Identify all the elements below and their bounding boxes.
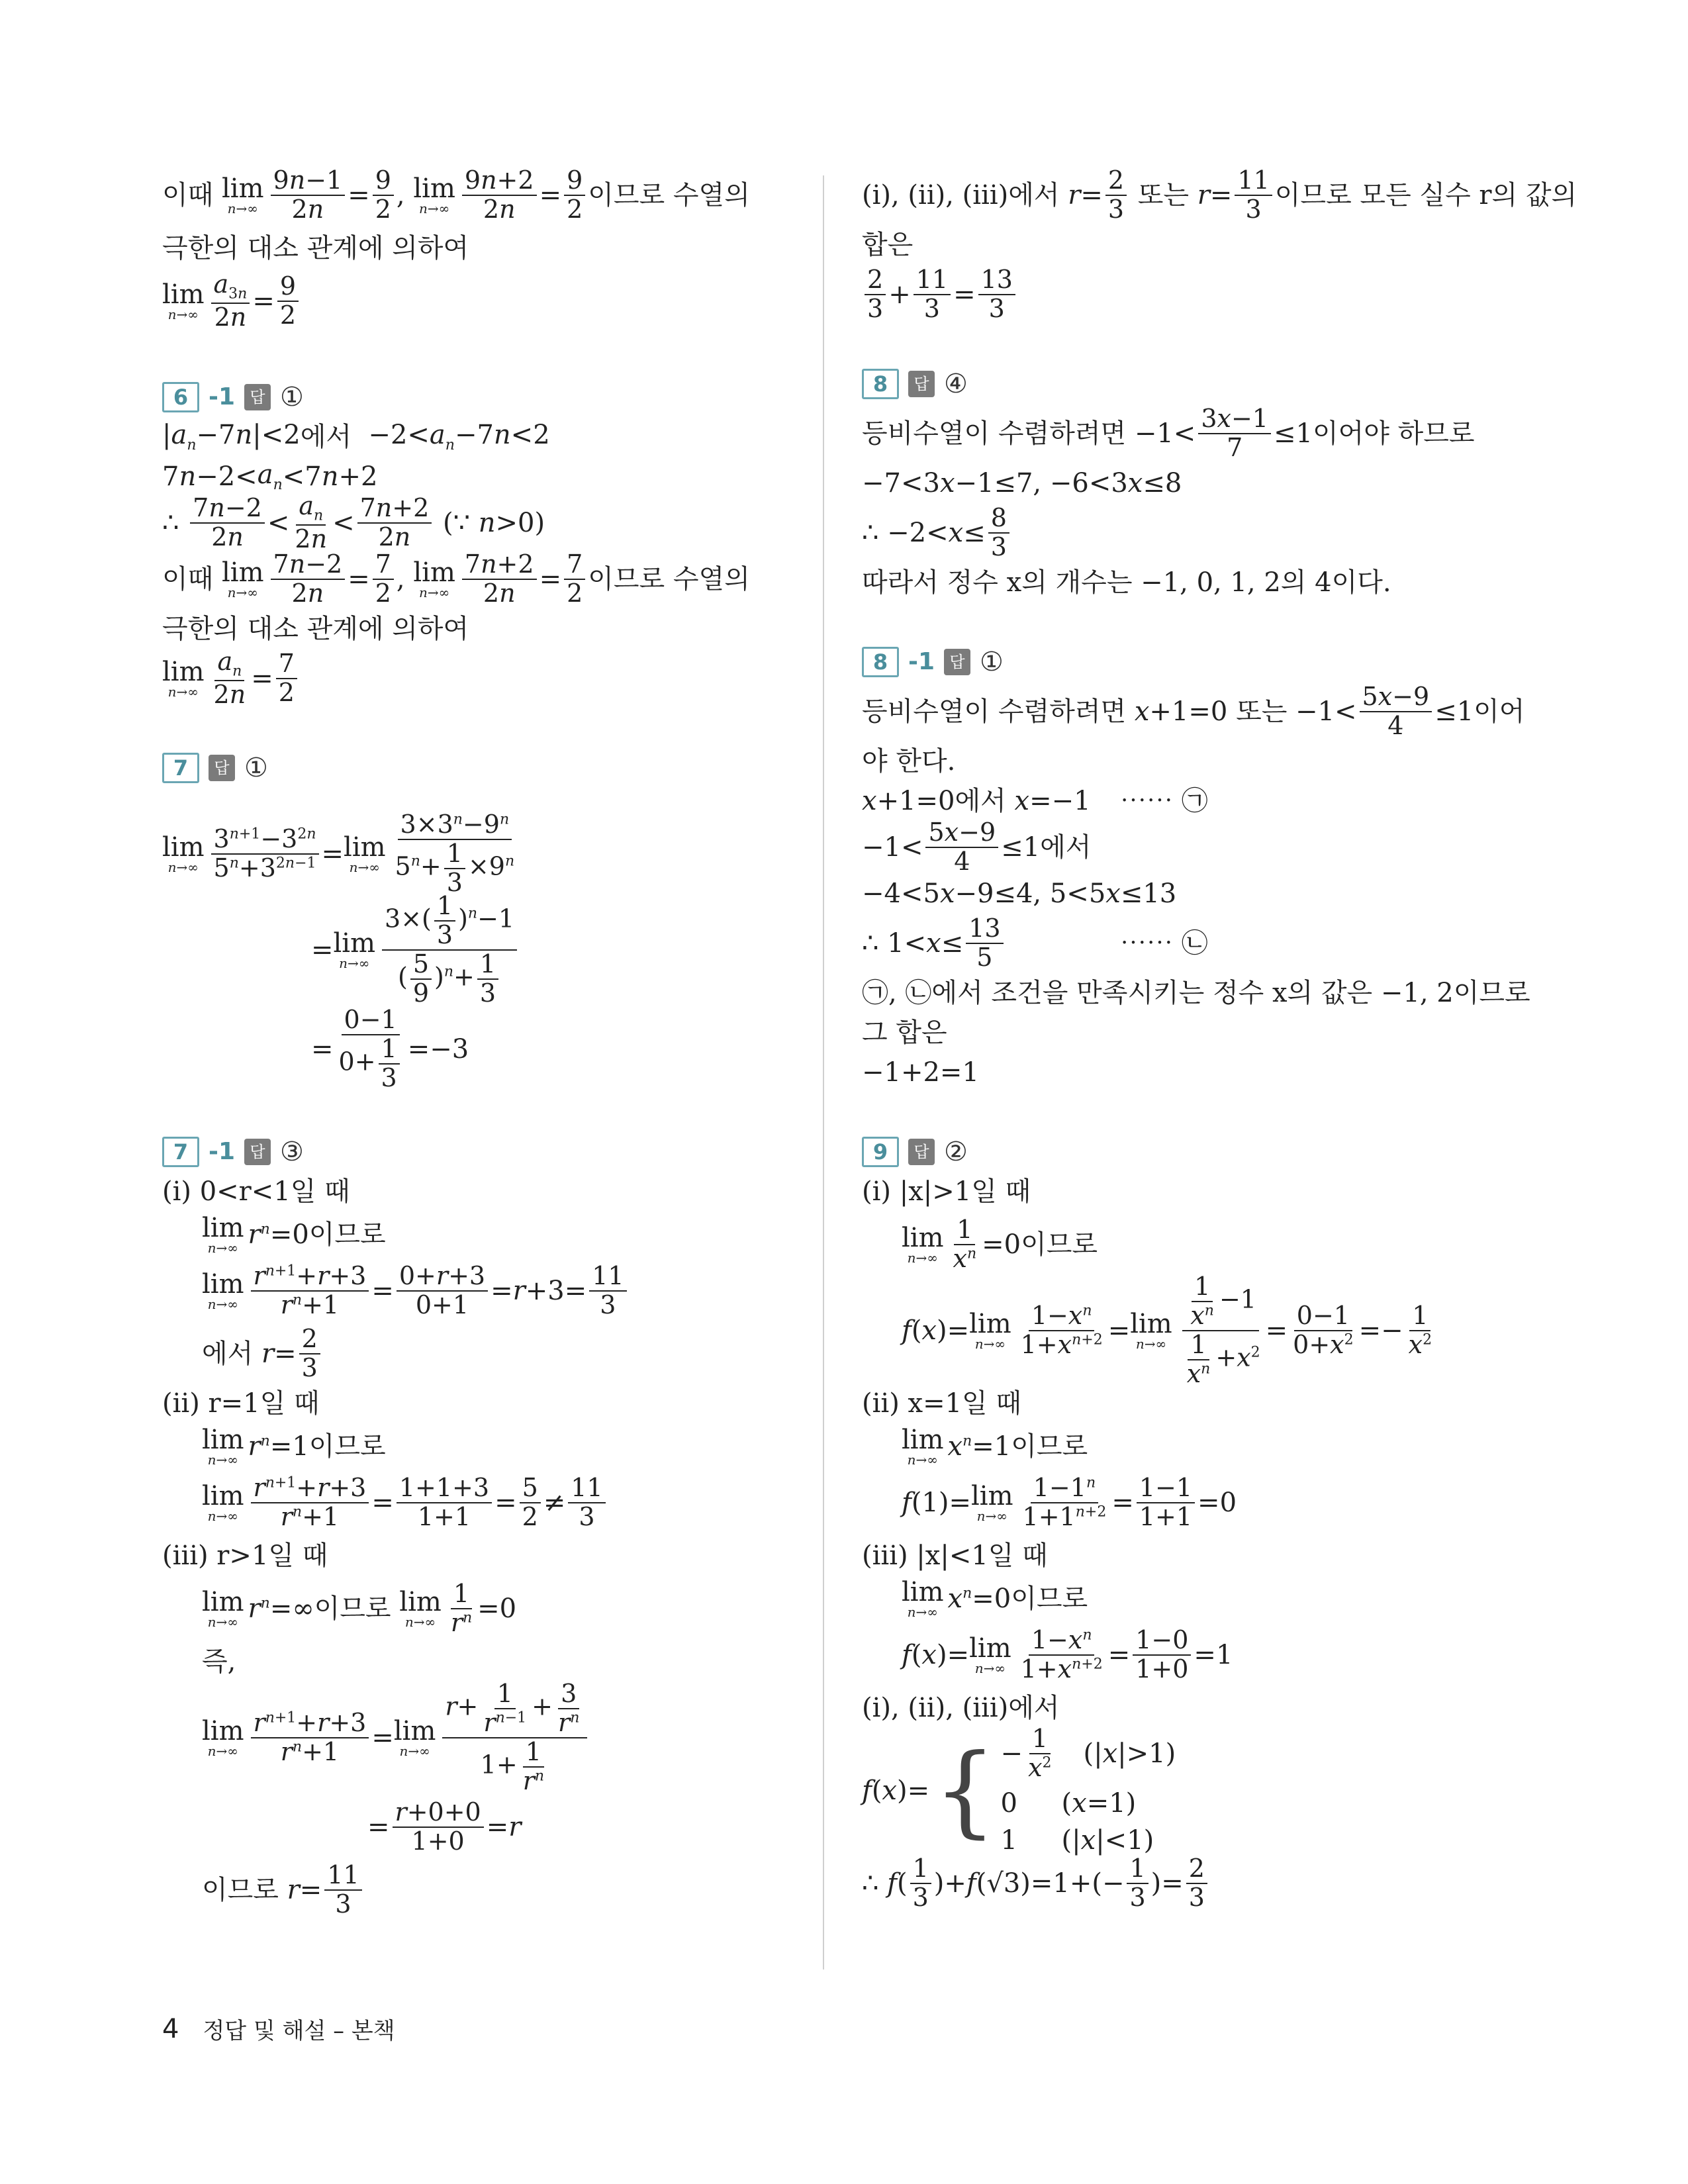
problem-subnumber: -1 xyxy=(209,383,235,411)
text: 등비수열이 수렴하려면 xyxy=(862,696,1127,727)
answer-choice: ① xyxy=(280,382,304,412)
p71-c3-line4: = $\frac{r+0+0}{1+0}$ = r xyxy=(367,1797,522,1856)
text: 등비수열이 수렴하려면 xyxy=(862,418,1127,449)
p9-c1-line1: lim n→∞ $\frac{1}{x^n}$ =0이므로 xyxy=(902,1215,1098,1273)
intro-line-1: 이때 lim n→∞ $\frac{9n-1}{2n}$ = $\frac{9}{2}$ , lim n→∞ $\frac{9n+2}{2n}$ = $\frac{9}{2}$ 이므로 수열의 xyxy=(162,166,750,224)
intro-line-3: lim n→∞ $\frac{a_{3n}}{2n}$ = $\frac{9}{2}$ xyxy=(162,271,784,331)
text: 이어야 하므로 xyxy=(1312,418,1475,449)
p71-c3-line3: lim n→∞ $\frac{r^{n+1}+r+3}{r^n+1}$ = lim n→∞ r+ $\frac{1}{r^{n-1}}$ + $\frac{3}{r^n}$ 1+ $\frac{1}{r^n}$ xyxy=(202,1682,784,1794)
text: =1이므로 xyxy=(972,1431,1088,1462)
r-intro-line-3: $\frac{2}{3}$ + $\frac{11}{3}$ = $\frac{13}{3}$ xyxy=(862,265,1484,324)
problem-number: 9 xyxy=(862,1137,899,1167)
p9-c2-line1: lim n→∞ $x^n$ =1이므로 xyxy=(902,1425,1088,1468)
p8-line-4: 따라서 정수 x의 개수는 −1, 0, 1, 2의 4이다. xyxy=(862,567,1391,598)
answer-badge: 답 xyxy=(908,1139,935,1165)
p71-case2: (ⅱ) r=1일 때 xyxy=(162,1388,320,1419)
problem-number: 6 xyxy=(162,382,199,412)
problem-6-1-header xyxy=(162,377,784,417)
problem-subnumber: -1 xyxy=(908,648,935,676)
p71-c2-line2: lim n→∞ $\frac{r^{n+1}+r+3}{r^n+1}$ = $\frac{1+1+3}{1+1}$ = $\frac{5}{2}$ ≠ $\frac{11}{3}$ xyxy=(202,1470,784,1536)
p61-line-2: 7 n −2< $a_n$ <7 n +2 xyxy=(162,459,378,494)
p9-c3-line2: f ( x )= lim n→∞ $\frac{1-x^n}{1+x^{n+2}}$ = $\frac{1-0}{1+0}$ =1 xyxy=(902,1625,1233,1684)
intro-line-2: 극한의 대소 관계에 의하여 xyxy=(162,233,469,263)
marker-a: ⋯⋯ ㉠ xyxy=(1120,786,1208,816)
text: 에서 xyxy=(300,422,352,452)
p71-c3-line2: 즉, xyxy=(202,1646,236,1677)
p9-c2-line2: f (1)= lim n→∞ $\frac{1-1^n}{1+1^{n+2}}$ = $\frac{1-1}{1+1}$ =0 xyxy=(902,1473,1237,1531)
text: 또는 xyxy=(1137,180,1190,211)
p81-line-4: −1< $\frac{5x-9}{4}$ ≤1에서 xyxy=(862,818,1092,876)
problem-subnumber: -1 xyxy=(209,1138,235,1166)
problem-number: 7 xyxy=(162,1137,199,1167)
p61-line-3: ∴ $\frac{7n-2}{2n}$ < $\frac{a_n}{2n}$ < $\frac{7n+2}{2n}$ (∵ n >0) xyxy=(162,491,545,553)
p81-line-9: −1+2=1 xyxy=(862,1057,979,1088)
answer-badge: 답 xyxy=(209,755,235,781)
p81-line-6: ∴ 1< x ≤ $\frac{13}{5}$ ⋯⋯ ㉡ xyxy=(862,914,1208,972)
problem-number: 8 xyxy=(862,647,899,677)
text: 에서 xyxy=(202,1339,254,1369)
p81-line-8: 그 합은 xyxy=(862,1018,947,1048)
footer-title: 정답 및 해설 – 본책 xyxy=(203,2018,395,2044)
r-intro-line-2: 합은 xyxy=(862,230,914,260)
p9-piecewise: f ( x )= { − $\frac{1}{x^2}$ (|x|>1) 0 (x=1) 1 (|x|<1) xyxy=(862,1724,1176,1856)
page-number: 4 xyxy=(162,2013,179,2044)
p71-c3-line5: 이므로 r = $\frac{11}{3}$ xyxy=(202,1860,784,1920)
p81-line-2: 야 한다. xyxy=(862,746,956,777)
answer-badge: 답 xyxy=(244,1139,271,1165)
text: 이므로 xyxy=(202,1875,279,1905)
p9-case2: (ⅱ) x=1일 때 xyxy=(862,1388,1022,1419)
p81-line-1: 등비수열이 수렴하려면 x +1=0 또는 −1< $\frac{5x-9}{4}$ ≤1 이어 xyxy=(862,682,1525,740)
p81-line-5: −4<5 x −9≤4, 5<5 x ≤13 xyxy=(862,878,1177,909)
p71-c1-line1: lim n→∞ $r^n$ =0이므로 xyxy=(202,1213,386,1256)
r-intro-line-1: (ⅰ), (ⅱ), (ⅲ)에서 r = $\frac{2}{3}$ 또는 r = $\frac{11}{3}$ 이므로 모든 실수 r의 값의 xyxy=(862,166,1577,224)
answer-choice: ③ xyxy=(280,1137,304,1167)
p9-case3: (ⅲ) |x|<1일 때 xyxy=(862,1541,1048,1571)
p9-case1: (ⅰ) |x|>1일 때 xyxy=(862,1176,1031,1207)
p8-line-2: −7<3 x −1≤7, −6<3 x ≤8 xyxy=(862,468,1182,499)
p61-line-6: lim n→∞ $\frac{a_n}{2n}$ = $\frac{7}{2}$ xyxy=(162,649,784,708)
p9-summary: (ⅰ), (ⅱ), (ⅲ)에서 xyxy=(862,1693,1060,1723)
problem-8-header xyxy=(862,364,1484,404)
p8-line-3: ∴ −2< x ≤ $\frac{8}{3}$ xyxy=(862,503,1484,563)
p7-line-2: = lim n→∞ 3×( $\frac{1}{3}$ )$^n$−1 ( $\frac{5}{9}$ )$^n$+ $\frac{1}{3}$ xyxy=(311,894,784,1006)
p61-line-1: $|a_n-7n|<2$ 에서 $-2<a_n-7n<2$ xyxy=(162,420,550,454)
p71-c3-line1: lim n→∞ $r^n$ =∞이므로 lim n→∞ $\frac{1}{r^n}$ =0 xyxy=(202,1579,517,1637)
text: 이므로 수열의 xyxy=(588,180,750,211)
marker-b: ⋯⋯ ㉡ xyxy=(1120,928,1208,959)
p9-final: ∴ f ( $\frac{1}{3}$ )+ f (√3)=1+(− $\frac{1}{3}$ )= $\frac{2}{3}$ xyxy=(862,1854,1484,1913)
answer-badge: 답 xyxy=(908,371,935,397)
text: 이때 xyxy=(162,180,214,211)
text: =∞이므로 xyxy=(269,1593,391,1624)
page-footer xyxy=(162,2013,395,2045)
text: 이때 xyxy=(162,564,214,594)
problem-8-1-header xyxy=(862,642,1484,682)
column-divider xyxy=(823,175,824,1970)
text: =1이므로 xyxy=(269,1431,386,1462)
p71-c2-line1: lim n→∞ $r^n$ =1이므로 xyxy=(202,1425,386,1468)
problem-7-1-header xyxy=(162,1132,784,1172)
text: 이므로 수열의 xyxy=(588,564,750,594)
answer-badge: 답 xyxy=(244,384,271,410)
answer-badge: 답 xyxy=(944,649,970,675)
answer-choice: ① xyxy=(980,647,1004,677)
p81-line-7: ㉠, ㉡에서 조건을 만족시키는 정수 x의 값은 −1, 2이므로 xyxy=(862,978,1530,1008)
p71-case3: (ⅲ) r>1일 때 xyxy=(162,1541,328,1571)
text: =0이므로 xyxy=(972,1584,1088,1614)
p81-line-3: x+1=0에서 x=−1 ⋯⋯ ㉠ xyxy=(862,786,1208,816)
p71-c1-line3: 에서 r = $\frac{2}{3}$ xyxy=(202,1324,784,1384)
problem-number: 8 xyxy=(862,369,899,399)
p61-line-5: 극한의 대소 관계에 의하여 xyxy=(162,614,469,644)
text: 또는 xyxy=(1236,696,1288,727)
answer-choice: ④ xyxy=(944,369,968,399)
p71-case1: (ⅰ) 0<r<1일 때 xyxy=(162,1176,350,1207)
answer-choice: ② xyxy=(944,1137,968,1167)
p61-line-4: 이때 lim n→∞ $\frac{7n-2}{2n}$ = $\frac{7}{2}$ , lim n→∞ $\frac{7n+2}{2n}$ = $\frac{7}{2}$ 이므로 수열의 xyxy=(162,549,750,608)
p7-line-1: lim n→∞ $\frac{3^{n+1}-3^{2n}}{5^n+3^{2n-1}}$ = lim n→∞ $3\times 3^n-9^n$ $5^n+$ $\frac{1}{3}$ $\times 9^n$ xyxy=(162,810,515,897)
p71-c1-line2: lim n→∞ $\frac{r^{n+1}+r+3}{r^n+1}$ = $\frac{0+r+3}{0+1}$ = r +3= $\frac{11}{3}$ xyxy=(202,1258,784,1324)
p7-line-3: = 0−1 0+ $\frac{1}{3}$ =−3 xyxy=(311,1005,469,1092)
left-column xyxy=(162,166,784,1920)
text: 이어 xyxy=(1474,696,1525,727)
problem-number: 7 xyxy=(162,753,199,783)
p9-c3-line1: lim n→∞ $x^n$ =0이므로 xyxy=(902,1577,1088,1620)
right-column xyxy=(862,166,1577,1913)
text: =0이므로 xyxy=(982,1229,1098,1260)
p9-c1-line2: f ( x )= lim n→∞ $\frac{1-x^n}{1+x^{n+2}}$ = lim n→∞ $\frac{1}{x^n}$ −1 $\frac{1}{x^n}$ $+x^2$ = $\frac{0-1}{0+x^2}$ =− $\frac{1}{x^2}$ xyxy=(902,1272,1432,1388)
text: (ⅰ), (ⅱ), (ⅲ)에서 xyxy=(862,180,1060,211)
text: =0이므로 xyxy=(269,1219,386,1250)
answer-choice: ① xyxy=(244,753,268,783)
text: 이므로 모든 실수 r의 값의 xyxy=(1274,180,1577,211)
problem-9-header xyxy=(862,1132,1484,1172)
problem-7-header xyxy=(162,748,784,788)
p8-line-1: 등비수열이 수렴하려면 −1< $\frac{3x-1}{7}$ ≤1 이어야 하므로 xyxy=(862,404,1475,462)
